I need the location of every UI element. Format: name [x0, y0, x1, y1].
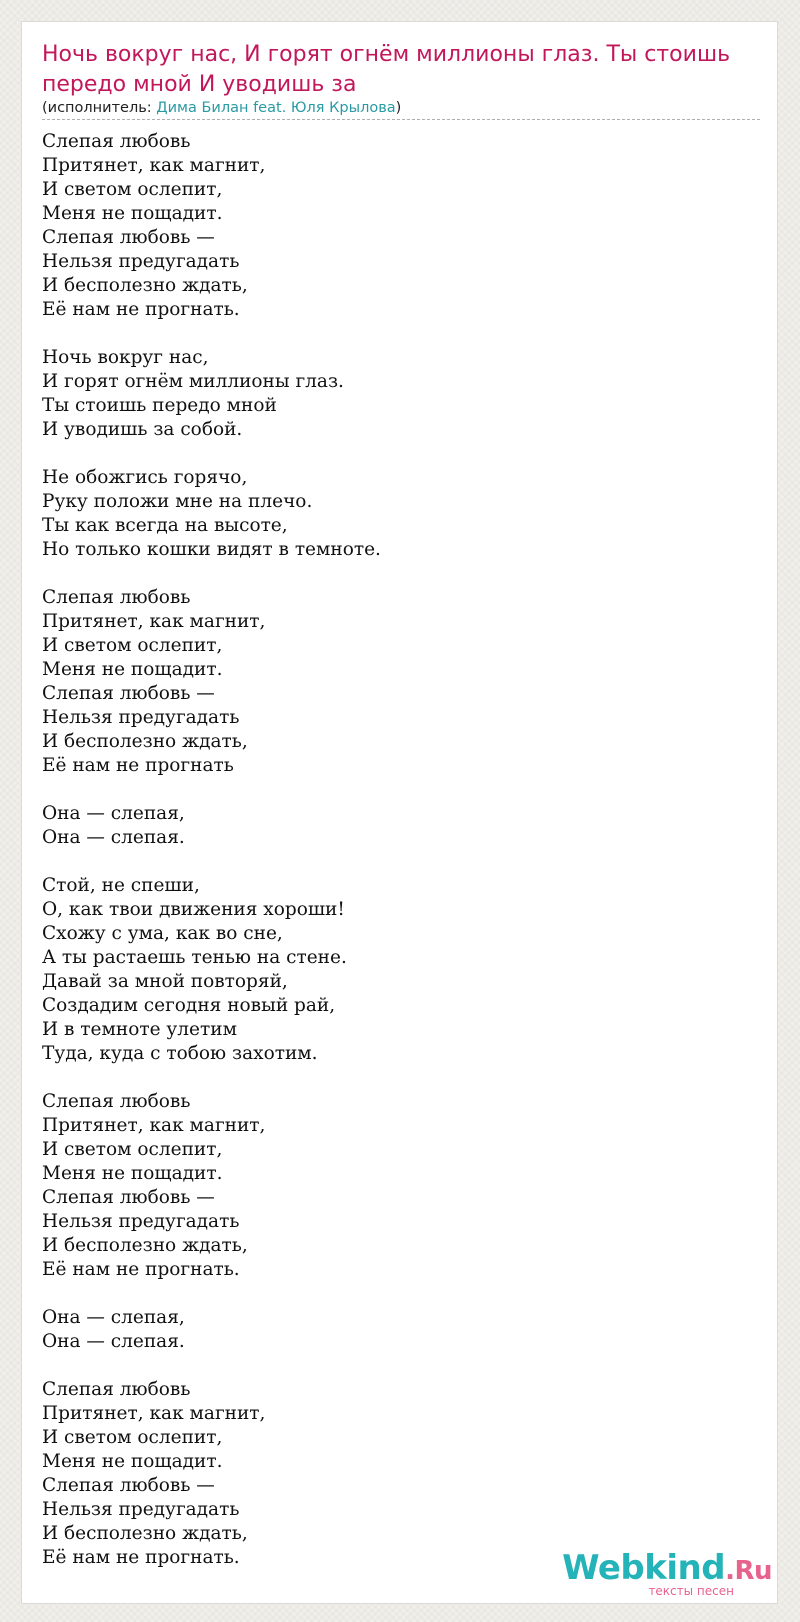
performer-line	[42, 99, 401, 117]
lyrics-line: Притянет, как магнит,	[42, 611, 266, 632]
lyrics-line: И светом ослепит,	[42, 635, 223, 656]
lyrics-line: А ты растаешь тенью на стене.	[42, 947, 347, 968]
logo-main-text: Webkind	[562, 1548, 726, 1588]
lyrics-stanza	[42, 1090, 381, 1282]
lyrics-line: Меня не пощадит.	[42, 203, 223, 224]
lyrics-line: И бесполезно ждать,	[42, 1523, 248, 1544]
lyrics-stanza	[42, 130, 381, 322]
lyrics-line: И светом ослепит,	[42, 1139, 223, 1160]
site-logo[interactable]	[562, 1550, 772, 1597]
lyrics-text	[42, 130, 381, 1594]
lyrics-line: Но только кошки видят в темноте.	[42, 539, 381, 560]
lyrics-line: Ты стоишь передо мной	[42, 395, 277, 416]
lyrics-stanza	[42, 346, 381, 442]
lyrics-stanza	[42, 466, 381, 562]
lyrics-line: И горят огнём миллионы глаз.	[42, 371, 344, 392]
artist-link[interactable]: Дима Билан feat. Юля Крылова	[156, 100, 396, 116]
lyrics-line: Стой, не спеши,	[42, 875, 200, 896]
lyrics-line: Слепая любовь	[42, 587, 191, 608]
lyrics-line: Давай за мной повторяй,	[42, 971, 288, 992]
lyrics-line: Притянет, как магнит,	[42, 155, 266, 176]
lyrics-line: Руку положи мне на плечо.	[42, 491, 313, 512]
lyrics-line: Слепая любовь —	[42, 683, 215, 704]
lyrics-card	[21, 21, 778, 1604]
lyrics-line: И бесполезно ждать,	[42, 275, 248, 296]
lyrics-line: Слепая любовь	[42, 1091, 191, 1112]
page-title: Ночь вокруг нас, И горят огнём миллионы глаз. Ты стоишь передо мной И уводишь за	[42, 42, 731, 97]
lyrics-line: Туда, куда с тобою захотим.	[42, 1043, 318, 1064]
lyrics-line: И светом ослепит,	[42, 179, 223, 200]
lyrics-line: Нельзя предугадать	[42, 1499, 240, 1520]
lyrics-line: Меня не пощадит.	[42, 1163, 223, 1184]
lyrics-line: Она — слепая.	[42, 1331, 185, 1352]
lyrics-line: Нельзя предугадать	[42, 1211, 240, 1232]
logo-ru-text: .Ru	[725, 1556, 772, 1586]
lyrics-line: Она — слепая,	[42, 1307, 185, 1328]
lyrics-line: Слепая любовь —	[42, 227, 215, 248]
lyrics-line: Схожу с ума, как во сне,	[42, 923, 283, 944]
lyrics-stanza	[42, 1378, 381, 1570]
lyrics-line: И светом ослепит,	[42, 1427, 223, 1448]
lyrics-line: И уводишь за собой.	[42, 419, 243, 440]
lyrics-line: Не обожгись горячо,	[42, 467, 248, 488]
lyrics-line: Нельзя предугадать	[42, 707, 240, 728]
performer-prefix: (исполнитель:	[42, 100, 157, 116]
lyrics-line: Нельзя предугадать	[42, 251, 240, 272]
lyrics-line: Притянет, как магнит,	[42, 1403, 266, 1424]
lyrics-stanza	[42, 874, 381, 1066]
lyrics-line: И в темноте улетим	[42, 1019, 237, 1040]
lyrics-line: Её нам не прогнать.	[42, 299, 240, 320]
lyrics-line: О, как твои движения хороши!	[42, 899, 345, 920]
performer-suffix: )	[395, 100, 402, 116]
lyrics-line: И бесполезно ждать,	[42, 1235, 248, 1256]
logo-tagline: тексты песен	[648, 1584, 734, 1598]
lyrics-line: Слепая любовь —	[42, 1475, 215, 1496]
lyrics-stanza	[42, 1306, 381, 1354]
lyrics-line: Создадим сегодня новый рай,	[42, 995, 336, 1016]
lyrics-line: Она — слепая,	[42, 803, 185, 824]
lyrics-stanza	[42, 802, 381, 850]
lyrics-line: Меня не пощадит.	[42, 1451, 223, 1472]
lyrics-line: Слепая любовь	[42, 1379, 191, 1400]
lyrics-line: Её нам не прогнать	[42, 755, 234, 776]
title-divider	[42, 119, 760, 120]
lyrics-line: Она — слепая.	[42, 827, 185, 848]
lyrics-line: Ночь вокруг нас,	[42, 347, 209, 368]
lyrics-line: Слепая любовь —	[42, 1187, 215, 1208]
lyrics-line: И бесполезно ждать,	[42, 731, 248, 752]
lyrics-line: Ты как всегда на высоте,	[42, 515, 288, 536]
lyrics-stanza	[42, 586, 381, 778]
lyrics-line: Меня не пощадит.	[42, 659, 223, 680]
lyrics-line: Слепая любовь	[42, 131, 191, 152]
lyrics-line: Её нам не прогнать.	[42, 1259, 240, 1280]
lyrics-line: Притянет, как магнит,	[42, 1115, 266, 1136]
lyrics-line: Её нам не прогнать.	[42, 1547, 240, 1568]
